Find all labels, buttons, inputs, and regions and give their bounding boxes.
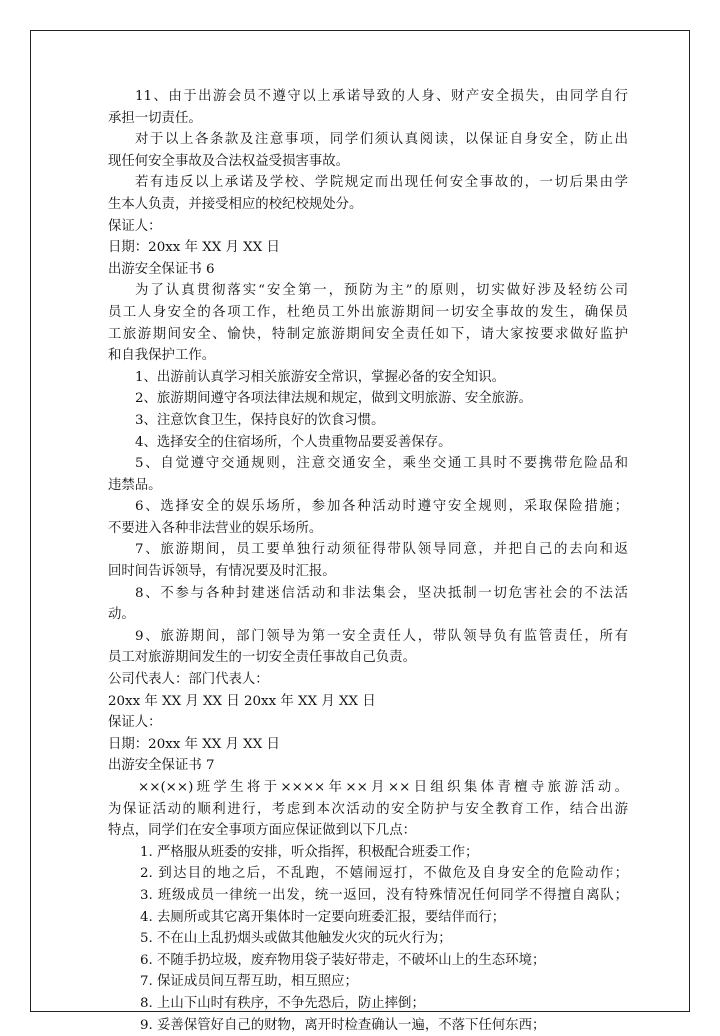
text-line: 11、由于出游会员不遵守以上承诺导致的人身、财产安全损失，由同学自行 <box>135 89 628 104</box>
text-line: 不要进入各种非法营业的娱乐场所。 <box>108 520 323 536</box>
text-line: 为保证活动的顺利进行，考虑到本次活动的安全防护与安全教育工作，结合出游 <box>108 801 628 817</box>
text-line: 9、旅游期间，部门领导为第一安全责任人，带队领导负有监管责任，所有 <box>135 628 628 644</box>
text-line: 和自我保护工作。 <box>108 348 216 364</box>
text-line: 8、不参与各种封建迷信活动和非法集会，坚决抵制一切危害社会的不法活 <box>135 585 628 601</box>
text-line: 6. 不随手扔垃圾，废弃物用袋子装好带走，不破坏山上的生态环境； <box>140 952 546 968</box>
text-line: 出游安全保证书 6 <box>108 261 215 277</box>
text-line: 动。 <box>108 607 135 623</box>
text-line: 9. 妥善保管好自己的财物，离开时检查确认一遍，不落下任何东西； <box>140 1017 546 1033</box>
text-line: 违禁品。 <box>108 477 162 493</box>
text-line: 1、出游前认真学习相关旅游安全常识，掌握必备的安全知识。 <box>135 369 506 385</box>
text-line: 员工对旅游期间发生的一切安全责任事故自己负责。 <box>108 650 416 666</box>
text-line: 5、自觉遵守交通规则，注意交通安全，乘坐交通工具时不要携带危险品和 <box>135 456 628 472</box>
text-line: 出游安全保证书 7 <box>108 758 215 774</box>
text-line: 4、选择安全的住宿场所，个人贵重物品要妥善保存。 <box>135 434 452 450</box>
text-line: 日期：20xx 年 XX 月 XX 日 <box>108 240 280 256</box>
text-line: 8. 上山下山时有秩序，不争先恐后，防止摔倒； <box>140 995 425 1011</box>
text-line: 3、注意饮食卫生，保持良好的饮食习惯。 <box>135 412 385 428</box>
text-line: 工旅游期间安全、愉快，特制定旅游期间安全责任如下，请大家按要求做好监护 <box>108 326 628 342</box>
text-line: 为了认真贯彻落实“安全第一，预防为主”的原则，切实做好涉及轻纺公司 <box>135 283 628 299</box>
text-line: 回时间告诉领导，有情况要及时汇报。 <box>108 564 336 580</box>
text-line: 20xx 年 XX 月 XX 日 20xx 年 XX 月 XX 日 <box>108 693 376 709</box>
text-line: 对于以上各条款及注意事项，同学们须认真阅读，以保证自身安全，防止出 <box>135 132 628 148</box>
text-line: 日期：20xx 年 XX 月 XX 日 <box>108 736 280 752</box>
text-line: 保证人： <box>108 218 162 234</box>
text-line: 现任何安全事故及合法权益受损害事故。 <box>108 153 350 169</box>
text-line: 公司代表人：部门代表人： <box>108 672 269 688</box>
text-line: 7、旅游期间，员工要单独行动须征得带队领导同意，并把自己的去向和返 <box>135 542 628 558</box>
text-line: 1. 严格服从班委的安排，听众指挥，积极配合班委工作； <box>140 844 479 860</box>
text-line: 保证人： <box>108 715 162 731</box>
text-line: 2. 到达目的地之后，不乱跑，不嬉闹逗打，不做危及自身安全的危险动作； <box>140 866 628 882</box>
text-line: 2、旅游期间遵守各项法律法规和规定，做到文明旅游、安全旅游。 <box>135 391 532 407</box>
text-line: ××(××)班学生将于××××年××月××日组织集体青檀寺旅游活动。 <box>138 780 628 795</box>
text-line: 4. 去厕所或其它离开集体时一定要向班委汇报，要结伴而行； <box>140 909 506 925</box>
text-line: 3. 班级成员一律统一出发，统一返回，没有特殊情况任何同学不得擅自离队； <box>140 887 628 903</box>
text-line: 若有违反以上承诺及学校、学院规定而出现任何安全事故的，一切后果由学 <box>135 175 628 191</box>
text-line: 6、选择安全的娱乐场所，参加各种活动时遵守安全规则，采取保险措施； <box>135 499 628 515</box>
text-line: 7. 保证成员间互帮互助，相互照应； <box>140 974 358 990</box>
text-line: 承担一切责任。 <box>108 110 202 126</box>
text-line: 特点，同学们在安全事项方面应保证做到以下几点： <box>108 823 416 839</box>
text-line: 员工人身安全的各项工作，杜绝员工外出旅游期间一切安全事故的发生，确保员 <box>108 304 628 320</box>
document-body <box>108 86 628 1036</box>
text-line: 5. 不在山上乱扔烟头或做其他触发火灾的玩火行为； <box>140 931 452 947</box>
text-line: 生本人负责，并接受相应的校纪校规处分。 <box>108 196 363 212</box>
